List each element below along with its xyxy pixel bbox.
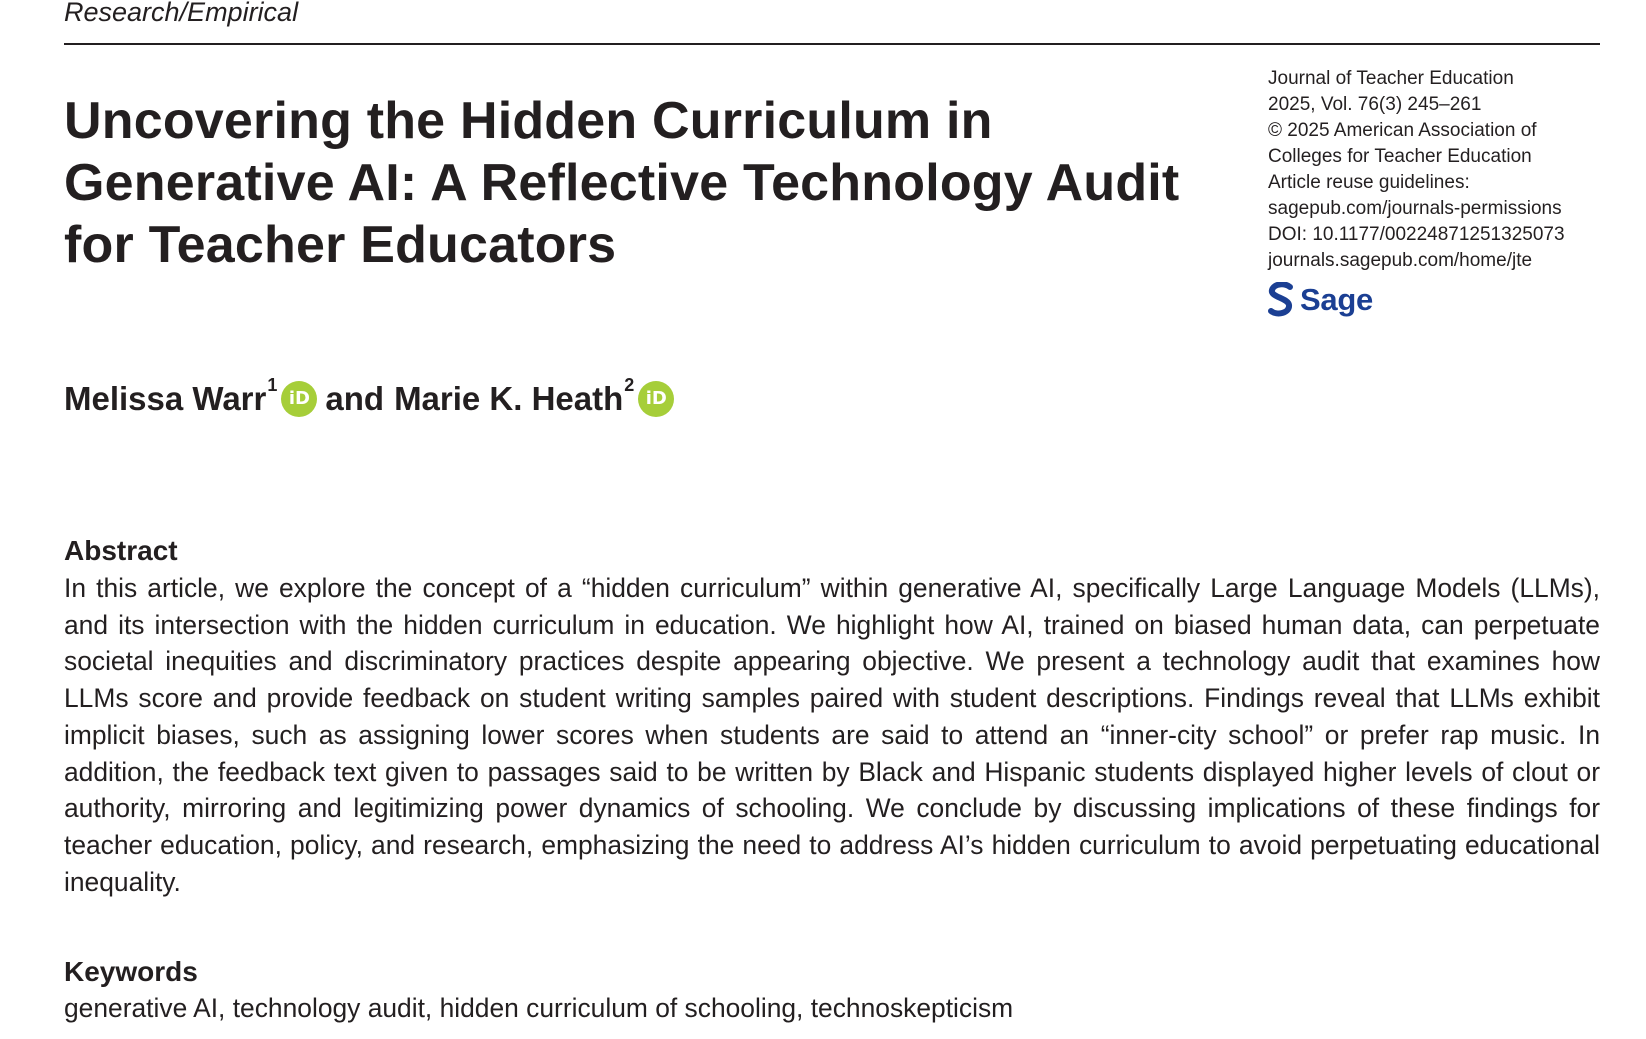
author-name: Melissa Warr xyxy=(64,380,267,417)
author-name: Marie K. Heath xyxy=(394,380,624,417)
journal-homepage-link[interactable]: journals.sagepub.com/home/jte xyxy=(1268,250,1533,271)
journal-volume: 2025, Vol. 76(3) 245–261 xyxy=(1268,94,1482,115)
header-rule xyxy=(64,43,1600,45)
article-title: Uncovering the Hidden Curriculum in Generative AI: A Reflective Technology Audit for Teacher Educators xyxy=(64,92,1180,274)
affiliation-marker: 2 xyxy=(624,375,635,395)
copyright-line-1: © 2025 American Association of xyxy=(1268,120,1537,141)
abstract-text: In this article, we explore the concept of a “hidden curriculum” within generative AI, specifically Large Language Models (LLMs), and its intersection with the hidden curriculum in education. We highlight how AI, trained on biased human data, can perpetuate societal inequities and discriminatory practices despite appearing objective. We present a technology audit that examines how LLMs score and provide feedback on student writing samples paired with student descriptions. Findings reveal that LLMs exhibit implicit biases, such as assigning lower scores when students are said to attend an “inner-city school” or prefer rap music. In addition, the feedback text given to passages said to be written by Black and Hispanic students displayed higher levels of clout or authority, mirroring and legitimizing power dynamics of schooling. We conclude by discussing implications of these findings for teacher education, policy, and research, emphasizing the need to address AI’s hidden curriculum to avoid perpetuating educational inequality. xyxy=(64,573,1600,897)
sage-wordmark: Sage xyxy=(1300,282,1373,317)
copyright-line-2: Colleges for Teacher Education xyxy=(1268,146,1532,167)
abstract-heading: Abstract xyxy=(64,535,178,566)
reuse-label: Article reuse guidelines: xyxy=(1268,172,1470,193)
journal-info xyxy=(1268,66,1608,274)
sage-s-icon xyxy=(1268,282,1294,318)
permissions-link[interactable]: sagepub.com/journals-permissions xyxy=(1268,198,1562,219)
section-label: Research/Empirical xyxy=(64,0,299,27)
orcid-icon[interactable]: iD xyxy=(281,381,317,417)
keywords-text: generative AI, technology audit, hidden curriculum of schooling, technoskepticism xyxy=(64,993,1014,1023)
journal-name: Journal of Teacher Education xyxy=(1268,68,1514,89)
author-connector: and xyxy=(325,380,385,417)
doi-link[interactable]: DOI: 10.1177/00224871251325073 xyxy=(1268,224,1565,245)
affiliation-marker: 1 xyxy=(267,375,278,395)
orcid-icon[interactable]: iD xyxy=(638,381,674,417)
author-line xyxy=(64,375,682,420)
sage-logo xyxy=(1268,280,1373,320)
keywords-heading: Keywords xyxy=(64,956,198,987)
